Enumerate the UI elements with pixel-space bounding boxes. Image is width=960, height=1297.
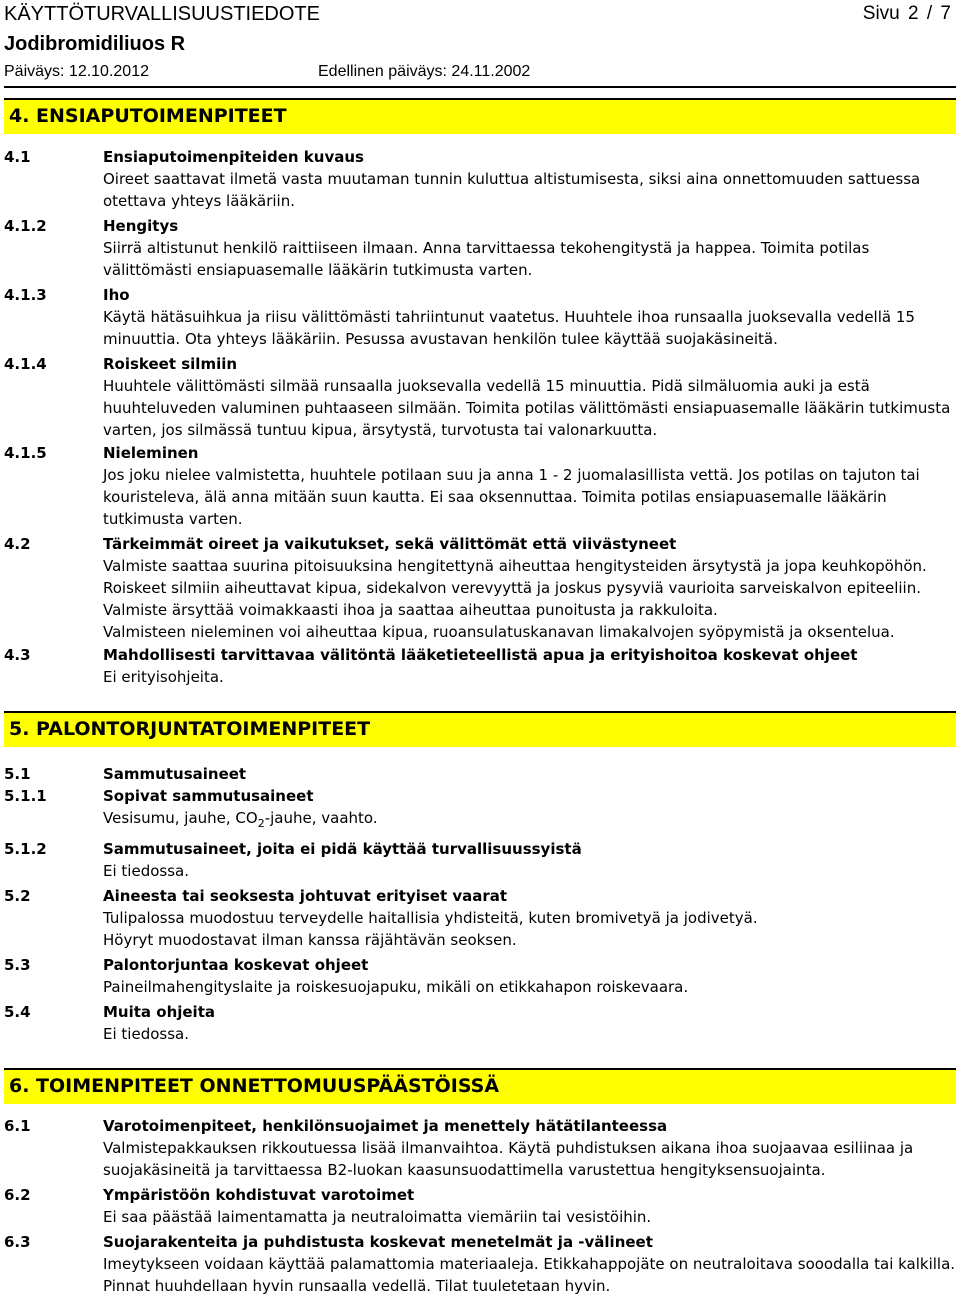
subsection-number: 5.2 <box>4 887 31 905</box>
subscript: 2 <box>257 817 265 830</box>
section-4-heading: 4. ENSIAPUTOIMENPITEET <box>4 98 956 134</box>
text-line: Valmiste ärsyttää voimakkaasti ihoa ja saattaa aiheuttaa punoitusta ja rakkuloita. <box>103 601 718 619</box>
subsection-number: 5.4 <box>4 1003 31 1021</box>
subsection-title: Roiskeet silmiin <box>103 355 238 373</box>
subsection-number: 4.1 <box>4 148 31 166</box>
subsection-number: 4.1.4 <box>4 355 47 373</box>
text-line: Valmiste saattaa suurina pitoisuuksina hengitettynä aiheuttaa hengitysteiden ärsytystä ja jopa keuhkopöhön. <box>103 557 927 575</box>
text-line: Valmisteen nieleminen voi aiheuttaa kipua, ruoansulatuskanavan limakalvojen syöpymistä ja oksentelua. <box>103 623 895 641</box>
document-type: KÄYTTÖTURVALLISUUSTIEDOTE <box>4 3 320 25</box>
subsection-text <box>103 807 956 829</box>
subsection-text <box>103 907 956 951</box>
subsection-number: 6.3 <box>4 1233 31 1251</box>
subsection-text: Käytä hätäsuihkua ja riisu välittömästi tahriintunut vaatetus. Huuhtele ihoa runsaalla juoksevalla vedellä 15 minuuttia. Ota yhteys lääkäriin. Pesussa avustavan henkilön tulee käyttää suojakäsineitä. <box>103 308 915 348</box>
subsection-5-3 <box>4 954 956 998</box>
subsection-number: 5.1.1 <box>4 787 47 805</box>
subsection-title: Ympäristöön kohdistuvat varotoimet <box>103 1186 415 1204</box>
text-line: Tulipalossa muodostuu terveydelle haitallisia yhdisteitä, kuten bromivetyä ja jodivetyä. <box>103 909 758 927</box>
section-6-heading: 6. TOIMENPITEET ONNETTOMUUSPÄÄSTÖISSÄ <box>4 1068 956 1104</box>
document-header <box>0 0 960 100</box>
subsection-number: 6.2 <box>4 1186 31 1204</box>
subsection-title: Aineesta tai seoksesta johtuvat erityiset vaarat <box>103 887 508 905</box>
subsection-number: 6.1 <box>4 1117 31 1135</box>
subsection-title: Tärkeimmät oireet ja vaikutukset, sekä välittömät että viivästyneet <box>103 535 677 553</box>
subsection-title: Iho <box>103 286 130 304</box>
subsection-number: 5.1.2 <box>4 840 47 858</box>
subsection-title: Hengitys <box>103 217 179 235</box>
subsection-text: Huuhtele välittömästi silmää runsaalla juoksevalla vedellä 15 minuuttia. Pidä silmäluomia auki ja estä huuhteluveden valuminen puhtaaseen silmään. Toimita potilas välittömästi ensiapuasemalle lääkärin tutkimusta varten, jos silmässä tuntuu kipua, ärsytystä, turvotusta tai valonarkuutta. <box>103 377 951 439</box>
subsection-title: Sammutusaineet, joita ei pidä käyttää turvallisuussyistä <box>103 840 582 858</box>
subsection-5-1-2 <box>4 838 956 882</box>
subsection-number: 4.1.3 <box>4 286 47 304</box>
subsection-text: Ei tiedossa. <box>103 1025 189 1043</box>
subsection-4-1-5 <box>4 442 956 530</box>
page-number: Sivu 2 / 7 <box>862 3 951 24</box>
subsection-text: Paineilmahengityslaite ja roiskesuojapuku, mikäli on etikkahapon roiskevaara. <box>103 978 689 996</box>
previous-date: Edellinen päiväys: 24.11.2002 <box>318 63 531 80</box>
subsection-title: Sammutusaineet <box>103 765 247 783</box>
subsection-number: 4.1.2 <box>4 217 47 235</box>
header-divider <box>4 86 956 88</box>
subsection-4-1 <box>4 146 956 212</box>
subsection-title: Nieleminen <box>103 444 199 462</box>
subsection-title: Mahdollisesti tarvittavaa välitöntä lääketieteellistä apua ja erityishoitoa koskevat ohjeet <box>103 646 858 664</box>
subsection-text: Siirrä altistunut henkilö raittiiseen ilmaan. Anna tarvittaessa tekohengitystä ja happea. Toimita potilas välittömästi ensiapuasemalle lääkärin tutkimusta varten. <box>103 239 870 279</box>
issue-date: Päiväys: 12.10.2012 <box>4 63 149 80</box>
subsection-number: 4.2 <box>4 535 31 553</box>
subsection-title: Palontorjuntaa koskevat ohjeet <box>103 956 369 974</box>
section-5-heading: 5. PALONTORJUNTATOIMENPITEET <box>4 711 956 747</box>
subsection-6-1 <box>4 1115 956 1181</box>
subsection-5-2 <box>4 885 956 951</box>
subsection-text: Imeytykseen voidaan käyttää palamattomia materiaaleja. Etikkahappojäte on neutraloitava sooodalla tai kalkilla. Pinnat huuhdellaan hyvin runsaalla vedellä. Tilat tuuletetaan hyvin. <box>103 1255 956 1295</box>
subsection-4-1-4 <box>4 353 956 441</box>
product-name: Jodibromidiliuos R <box>4 33 186 55</box>
subsection-5-1 <box>4 763 956 785</box>
subsection-5-1-1 <box>4 785 956 829</box>
subsection-number: 5.3 <box>4 956 31 974</box>
subsection-text: Ei erityisohjeita. <box>103 668 224 686</box>
text-line: Roiskeet silmiin aiheuttavat kipua, sidekalvon verevyyttä ja joskus pysyviä vaurioita sarveiskalvon epiteeliin. <box>103 579 921 597</box>
subsection-title: Muita ohjeita <box>103 1003 215 1021</box>
subsection-number: 4.3 <box>4 646 31 664</box>
subsection-4-2 <box>4 533 956 643</box>
text-line: Höyryt muodostavat ilman kanssa räjähtävän seoksen. <box>103 931 517 949</box>
subsection-text: Ei tiedossa. <box>103 862 189 880</box>
subsection-text: Jos joku nielee valmistetta, huuhtele potilaan suu ja anna 1 - 2 juomalasillista vettä. Jos potilas on tajuton tai kouristeleva, älä anna mitään suun kautta. Ei saa oksennuttaa. Toimita potilas ensiapuasemalle lääkärin tutkimusta varten. <box>103 466 920 528</box>
subsection-4-1-3 <box>4 284 956 350</box>
subsection-title: Varotoimenpiteet, henkilönsuojaimet ja menettely hätätilanteessa <box>103 1117 668 1135</box>
subsection-6-3 <box>4 1231 956 1297</box>
subsection-title: Ensiaputoimenpiteiden kuvaus <box>103 148 364 166</box>
text-part: -jauhe, vaahto. <box>264 809 378 827</box>
subsection-6-2 <box>4 1184 956 1228</box>
subsection-text: Oireet saattavat ilmetä vasta muutaman tunnin kuluttua altistumisesta, siksi aina onnettomuuden sattuessa otettava yhteys lääkäriin. <box>103 170 921 210</box>
subsection-4-1-2 <box>4 215 956 281</box>
subsection-number: 4.1.5 <box>4 444 47 462</box>
subsection-4-3 <box>4 644 956 688</box>
subsection-text <box>103 555 956 643</box>
subsection-5-4 <box>4 1001 956 1045</box>
text-part: Vesisumu, jauhe, CO <box>103 809 258 827</box>
subsection-number: 5.1 <box>4 765 31 783</box>
subsection-title: Suojarakenteita ja puhdistusta koskevat menetelmät ja -välineet <box>103 1233 653 1251</box>
subsection-text: Valmistepakkauksen rikkoutuessa lisää ilmanvaihtoa. Käytä puhdistuksen aikana ihoa suojaavaa esiliinaa ja suojakäsineitä ja tarvittaessa B2-luokan kaasunsuodattimella varustettua hengityksensuojainta. <box>103 1139 914 1179</box>
subsection-text: Ei saa päästää laimentamatta ja neutraloimatta viemäriin tai vesistöihin. <box>103 1208 652 1226</box>
subsection-title: Sopivat sammutusaineet <box>103 787 314 805</box>
